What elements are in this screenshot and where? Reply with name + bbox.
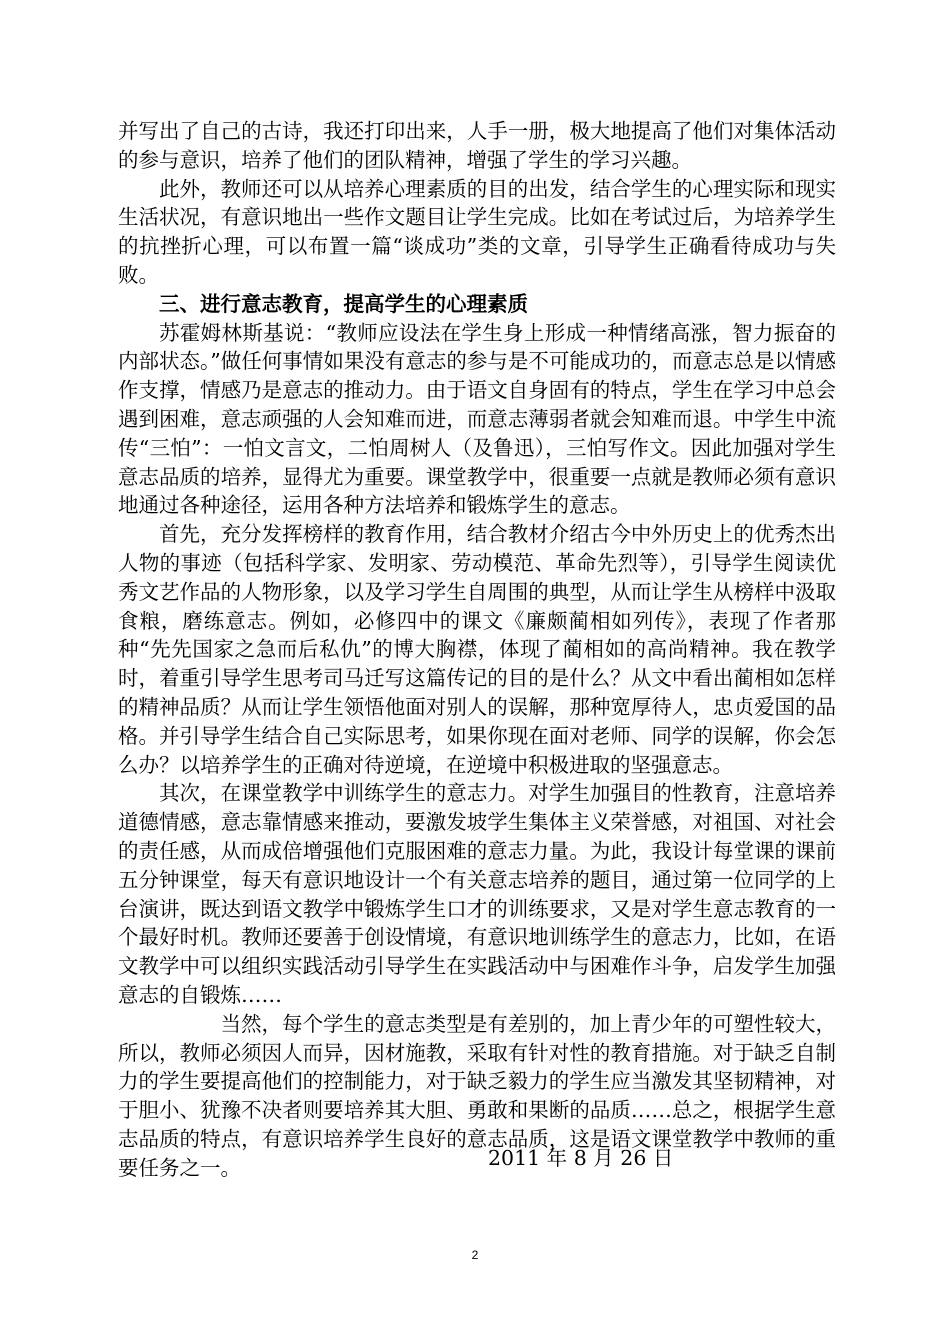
paragraph-suhomlinsky-quote: 苏霍姆林斯基说：“教师应设法在学生身上形成一种情绪高涨，智力振奋的内部状态。”做任何事情如果没有意志的参与是不可能成功的，而意志总是以情感作支撑，情感乃是意志的推动力。由于语文自身固有的特点，学生在学习中总会遇到困难，意志顽强的人会知难而进，而意志薄弱者就会知难而退。中学生中流传“三怕”：一怕文言文，二怕周树人（及鲁迅），三怕写作文。因此加强对学生意志品质的培养，显得尤为重要。课堂教学中，很重要一点就是教师必须有意识地通过各种途径，运用各种方法培养和锻炼学生的意志。 [118, 320, 836, 518]
paragraph-continuation: 并写出了自己的古诗，我还打印出来，人手一册，极大地提高了他们对集体活动的参与意识，培养了他们的团队精神，增强了学生的学习兴趣。 [118, 119, 836, 172]
section-heading: 三、进行意志教育，提高学生的心理素质 [159, 291, 528, 316]
paragraph-willpower-training: 其次，在课堂教学中训练学生的意志力。对学生加强目的性教育，注意培养道德情感，意志靠情感来推动，要激发坡学生集体主义荣誉感，对祖国、对社会的责任感，从而成倍增强他们克服困难的意志力量。为此，我设计每堂课的课前五分钟课堂，每天有意识地设计一个有关意志培养的题目，通过第一位同学的上台演讲，既达到语文教学中锻炼学生口才的训练要求，又是对学生意志教育的一个最好时机。教师还要善于创设情境，有意识地训练学生的意志力，比如，在语文教学中可以组织实践活动引导学生在实践活动中与困难作斗争，启发学生加强意志的自锻炼…… [118, 781, 836, 1007]
paragraph-individual-teaching: 当然，每个学生的意志类型是有差别的，加上青少年的可塑性较大，所以，教师必须因人而异，因材施教，采取有针对性的教育措施。对于缺乏自制力的学生要提高他们的控制能力，对于缺乏毅力的学生应当激发其坚韧精神，对于胆小、犹豫不决者则要培养其大胆、勇敢和果断的品质……总之，根据学生意志品质的特点，有意识培养学生良好的意志品质，这是语文课堂教学中教师的重要任务之一。 [118, 1011, 836, 1180]
document-body [118, 117, 836, 1182]
page-number: 2 [471, 1248, 479, 1262]
paragraph-composition-topics: 此外，教师还可以从培养心理素质的目的出发，结合学生的心理实际和现实生活状况，有意识地出一些作文题目让学生完成。比如在考试过后，为培养学生的抗挫折心理，可以布置一篇“谈成功”类的文章，引导学生正确看待成功与失败。 [118, 176, 836, 287]
paragraph-role-models: 首先，充分发挥榜样的教育作用，结合教材介绍古今中外历史上的优秀杰出人物的事迹（包括科学家、发明家、劳动模范、革命先烈等），引导学生阅读优秀文艺作品的人物形象，以及学习学生自周围的典型，从而让学生从榜样中汲取食粮，磨练意志。例如，必修四中的课文《廉颇蔺相如列传》，表现了作者那种“先先国家之急而后私仇”的博大胸襟，体现了蔺相如的高尚精神。我在教学时，着重引导学生思考司马迁写这篇传记的目的是什么？从文中看出蔺相如怎样的精神品质？从而让学生领悟他面对别人的误解，那种宽厚待人，忠贞爱国的品格。并引导学生结合自己实际思考，如果你现在面对老师、同学的误解，你会怎么办？以培养学生的正确对待逆境，在逆境中积极进取的坚强意志。 [118, 522, 836, 777]
document-date: 2011 年 8 月 26 日 [488, 1146, 674, 1170]
